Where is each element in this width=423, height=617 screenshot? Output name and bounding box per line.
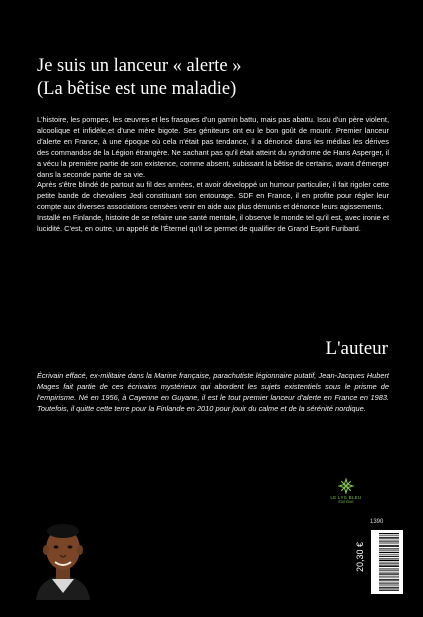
title-line-1: Je suis un lanceur « alerte » bbox=[37, 56, 242, 76]
price-code: 1390 bbox=[370, 519, 384, 525]
publisher-logo bbox=[326, 478, 366, 504]
price-label: 20,30 € bbox=[355, 541, 366, 573]
blurb-paragraph: L'histoire, les pompes, les œuvres et les frasques d'un gamin battu, mais pas abattu. Issu d'un père violent, alcoolique et infidèle,et d'une mère bigote. Ses géniteurs ont eu le bon goût de mourir. Premier lanceur d'alerte en France, à une époque où cela n'était pas tendance, il a dénoncé dans les médias les dérives des commandos de la Légion étrangère. Ne sachant pas qu'il était atteint du syndrome de Hans Asperger, il a vécu la première partie de son existence, comme absent, subissant la bêtise de certains, avant d'émerger dans la seconde partie de sa vie. bbox=[37, 115, 389, 179]
blurb-paragraph: Installé en Finlande, histoire de se refaire une santé mentale, il observe le monde tel qu'il est, avec ironie et lucidité. C'est, en outre, un appelé de l'Éternel qu'il se permet de qualifier de Grand Esprit Furibard. bbox=[37, 213, 389, 234]
barcode-graphic bbox=[371, 530, 403, 594]
book-title bbox=[37, 55, 397, 101]
publisher-sub: ÉDITIONS bbox=[338, 500, 354, 504]
lily-flower-icon bbox=[338, 478, 354, 494]
author-photo bbox=[30, 513, 96, 600]
barcode bbox=[371, 530, 403, 594]
author-heading: L'auteur bbox=[325, 338, 388, 359]
book-blurb bbox=[37, 115, 389, 235]
title-line-2: (La bêtise est une maladie) bbox=[37, 79, 237, 99]
publisher-name: LE LYS BLEU bbox=[330, 495, 362, 500]
blurb-paragraph: Après s'être blindé de partout au fil des années, et avoir développé un humour particulier, il fait rigoler cette petite bande de chevaliers Jedi constituant son entourage. SDF en France, il en profite pour régler leur compte aux diverses associations censées venir en aide aux plus démunis et dénonce leurs agissements. bbox=[37, 180, 389, 212]
author-bio: Écrivain effacé, ex-militaire dans la Marine française, parachutiste légionnaire putatif, Jean-Jacques Hubert Mages fait partie de ces écrivains mystérieux qui abordent les sujets existentiels sous le prisme de l'empirisme. Né en 1956, à Cayenne en Guyane, il est le tout premier lanceur d'alerte en France en 1983. Toutefois, il quitte cette terre pour la Finlande en 2010 pour jouir du calme et de la sérénité nordique. bbox=[37, 371, 389, 413]
isbn-digits: 9 791037 713048 bbox=[344, 585, 349, 617]
